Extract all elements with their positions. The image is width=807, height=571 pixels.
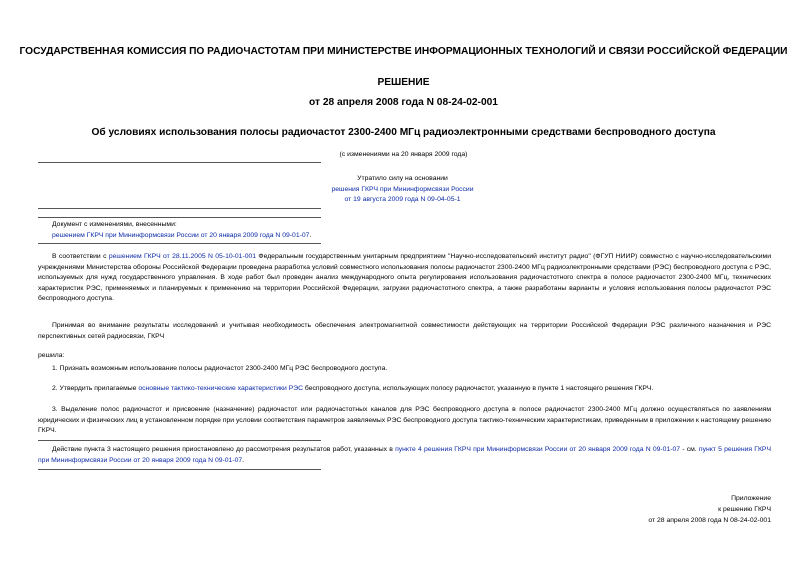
document-type: РЕШЕНИЕ (377, 77, 430, 88)
status-note-text: Утратило силу на основании (357, 175, 448, 182)
changes-note-label: Документ с изменениями, внесенными: (52, 221, 177, 228)
appendix-reference (648, 493, 771, 526)
suspend-point4-link[interactable]: пункте 4 решения ГКРЧ при Мининформсвязи России от 20 января 2009 года N 09-01-07 (395, 446, 681, 453)
repeal-decision-link[interactable]: решения ГКРЧ при Мининформсвязи России (331, 185, 474, 193)
organization-heading: ГОСУДАРСТВЕННАЯ КОМИССИЯ ПО РАДИОЧАСТОТАМ ПРИ МИНИСТЕРСТВЕ ИНФОРМАЦИОННЫХ ТЕХНОЛОГИЙ И СВЯЗИ РОССИЙСКОЙ ФЕДЕРАЦИИ (19, 46, 788, 57)
paragraph-background (38, 252, 771, 305)
suspend-start: Действие пункта 3 настоящего решения приостановлено до рассмотрения результатов работ, указанных в (52, 446, 396, 453)
document-subject: Об условиях использования полосы радиочастот 2300-2400 МГц радиоэлектронными средствами беспроводного доступа (91, 127, 716, 138)
divider (38, 217, 321, 218)
suspend-mid: - см. (680, 446, 699, 453)
item2-start: 2. Утвердить прилагаемые (52, 385, 139, 392)
appendix-line-2: к решению ГКРЧ (718, 506, 771, 513)
decision-item-2 (38, 384, 771, 395)
divider (38, 162, 321, 163)
p1-start: В соответствии с (52, 253, 109, 260)
item2-rest: беспроводного доступа, использующих полосу радиочастот, указанную в пункте 1 настоящего решения ГКРЧ. (303, 385, 654, 392)
status-note (300, 174, 505, 206)
gkrch-2005-decision-link[interactable]: решением ГКРЧ от 28.11.2005 N 05-10-01-001 (108, 253, 257, 260)
appendix-line-3: от 28 апреля 2008 года N 08-24-02-001 (648, 517, 771, 524)
suspension-note (38, 445, 771, 466)
suspend-end: . (242, 456, 245, 464)
decided-label: решила: (38, 352, 65, 359)
divider (38, 208, 321, 209)
divider (38, 440, 321, 441)
changes-note-tail: . (309, 231, 312, 239)
divider (38, 469, 321, 470)
changes-decision-link[interactable]: решением ГКРЧ при Мининформсвязи России от 20 января 2009 года N 09-01-07 (52, 231, 310, 239)
decision-item-1: 1. Признать возможным использование полосы радиочастот 2300-2400 МГц РЭС беспроводного доступа. (52, 365, 388, 372)
paragraph-considerations: Принимая во внимание результаты исследований и учитывая необходимость обеспечения электромагнитной совместимости действующих на территории Российской Федерации РЭС различного назначения и РЭС перспективных сетей радиосвязи, ГКРЧ (38, 322, 771, 340)
p1-rest: Федеральным государственным унитарным предприятием "Научно-исследовательский институт радио" (ФГУП НИИР) совместно с научно-исследовательскими учреждениями Министерства обороны Российской Федерации проведена разработка условий совместного использования полосы радиочастот 2300-2400 МГц радиоэлектронными средствами (РЭС) беспроводного доступа с РЭС, используемых для нужд государственного управления. В ходе работ был проведен анализ международного опыта регулирования использования радиочастотного спектра в полосе радиочастот 2300-2400 МГц, технических характеристик РЭС, применяемых и планируемых к применению на территории Российской Федерации, загрузки радиочастотного спектра, а также разработаны варианты и условия использования полосы радиочастот РЭС беспроводного доступа. (38, 253, 772, 303)
amendments-note: (с изменениями на 20 января 2009 года) (339, 151, 468, 158)
changes-note (52, 220, 311, 241)
suspend-point5-link[interactable]: пункт 5 решения ГКРЧ при Мининформсвязи России от 20 января 2009 года N 09-01-07 (38, 446, 771, 464)
characteristics-link[interactable]: основные тактико-технические характеристики РЭС (138, 385, 304, 392)
decision-item-3: 3. Выделение полос радиочастот и присвоение (назначение) радиочастот или радиочастотных каналов для РЭС беспроводного доступа в полосе радиочастот 2300-2400 МГц должно осуществляться по заявлениям юридических и физических лиц в установленном порядке при условии соответствия параметров заявляемых РЭС беспроводного доступа тактико-техническим характеристикам, приведенным в приложении к настоящему решению ГКРЧ. (38, 406, 771, 435)
appendix-line-1: Приложение (731, 495, 771, 502)
repeal-decision-date-link[interactable]: от 19 августа 2009 года N 09-04-05-1 (344, 196, 461, 203)
divider (38, 243, 321, 244)
document-date-number: от 28 апреля 2008 года N 08-24-02-001 (309, 97, 498, 108)
